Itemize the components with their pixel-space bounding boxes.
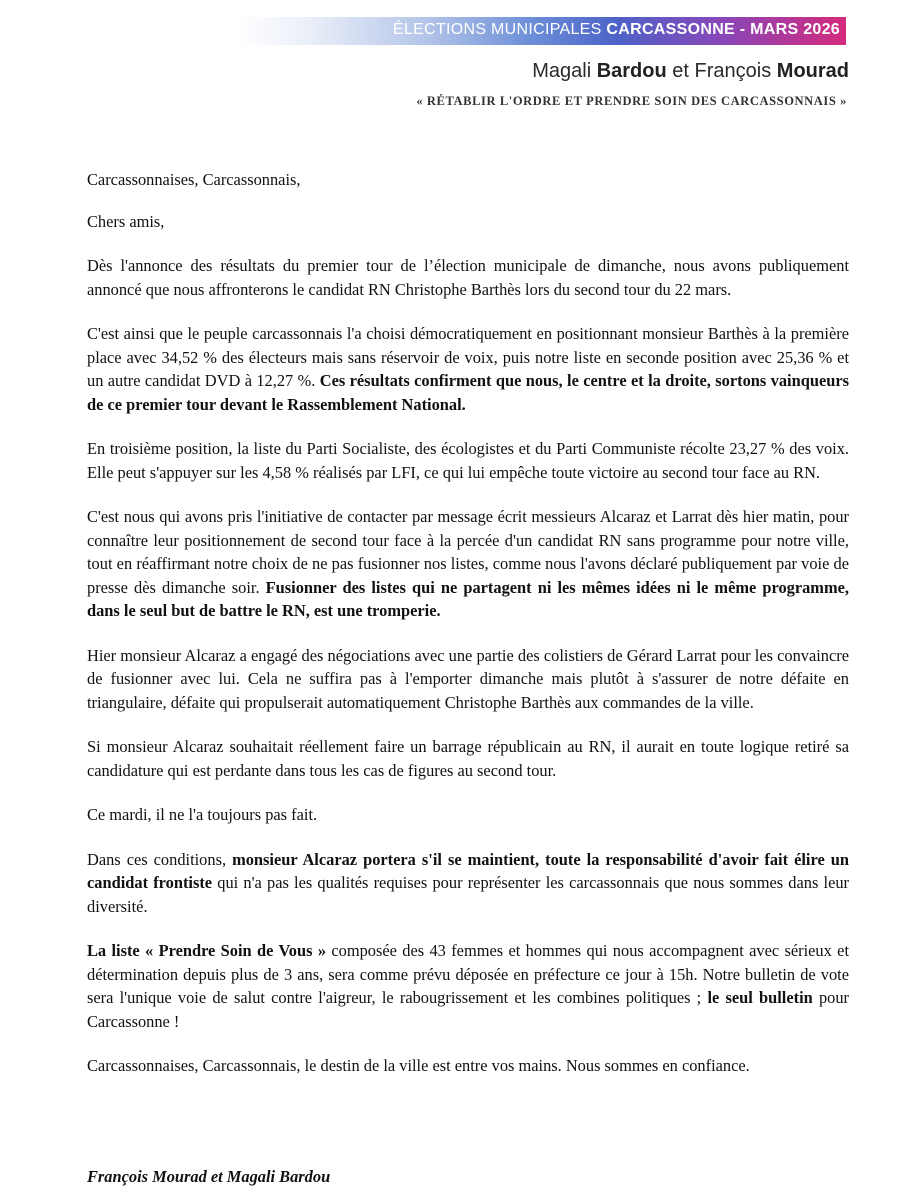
paragraph-6: Si monsieur Alcaraz souhaitait réellement faire un barrage républicain au RN, il aurait en toute logique retiré sa candidature qui est perdante dans tous les cas de figures au second tour. [87,737,849,780]
paragraph-5: Hier monsieur Alcaraz a engagé des négociations avec une partie des colistiers de Gérard Larrat pour les convaincre de fusionner avec lui. Cela ne suffira pas à l'emporter dimanche mais plutôt à s'assurer de notre défaite en triangulaire, défaite qui propulserait automatiquement Christophe Barthès aux commandes de la ville. [87,645,849,712]
banner-title: ÉLECTIONS MUNICIPALES CARCASSONNE - MARS 2026 [392,21,840,38]
paragraph-7: Ce mardi, il ne l'a toujours pas fait. [87,805,318,824]
salutation-1: Carcassonnaises, Carcassonnais, [87,170,301,189]
paragraph-1: Dès l'annonce des résultats du premier tour de l’élection municipale de dimanche, nous avons publiquement annoncé que nous affronterons le candidat RN Christophe Barthès lors du second tour du 22 mars. [87,256,849,299]
paragraph-9: La liste « Prendre Soin de Vous » composée des 43 femmes et hommes qui nous accompagnent avec sérieux et détermination depuis plus de 3 ans, sera comme prévu déposée en préfecture ce jour à 15h. Notre bulletin de vote sera l'unique voie de salut contre l'aigreur, le rabougrissement et les combines politiques ; le seul bulletin pour Carcassonne ! [87,941,849,1031]
election-banner [238,17,846,45]
campaign-slogan: « RÉTABLIR L'ORDRE ET PRENDRE SOIN DES CARCASSONNAIS » [416,94,847,108]
paragraph-4: C'est nous qui avons pris l'initiative de contacter par message écrit messieurs Alcaraz et Larrat dès hier matin, pour connaître leur positionnement de second tour face à la percée d'un candidat RN sans programme pour notre ville, tout en réaffirmant notre choix de ne pas fusionner nos listes, comme nous l'avons déclaré publiquement par voie de presse dès dimanche soir. Fusionner des listes qui ne partagent ni les mêmes idées ni le même programme, dans le seul but de battre le RN, est une tromperie. [87,507,849,620]
paragraph-8: Dans ces conditions, monsieur Alcaraz portera s'il se maintient, toute la responsabilité d'avoir fait élire un candidat frontiste qui n'a pas les qualités requises pour représenter les carcassonnais que nous sommes dans leur diversité. [87,849,849,916]
signature: François Mourad et Magali Bardou [87,1167,331,1186]
paragraph-10: Carcassonnaises, Carcassonnais, le destin de la ville est entre vos mains. Nous sommes en confiance. [87,1056,750,1075]
salutation-2: Chers amis, [87,211,165,231]
paragraph-3: En troisième position, la liste du Parti Socialiste, des écologistes et du Parti Communiste récolte 23,27 % des voix. Elle peut s'appuyer sur les 4,58 % réalisés par LFI, ce qui lui empêche toute victoire au second tour face au RN. [87,439,849,482]
paragraph-2: C'est ainsi que le peuple carcassonnais l'a choisi démocratiquement en positionnant monsieur Barthès à la première place avec 34,52 % des électeurs mais sans réservoir de voix, puis notre liste en seconde position avec 25,36 % et un autre candidat DVD à 12,27 %. Ces résultats confirment que nous, le centre et la droite, sortons vainqueurs de ce premier tour devant le Rassemblement National. [87,324,850,414]
candidate-names: Magali Bardou et François Mourad [532,60,849,82]
letter-body [87,168,849,1099]
